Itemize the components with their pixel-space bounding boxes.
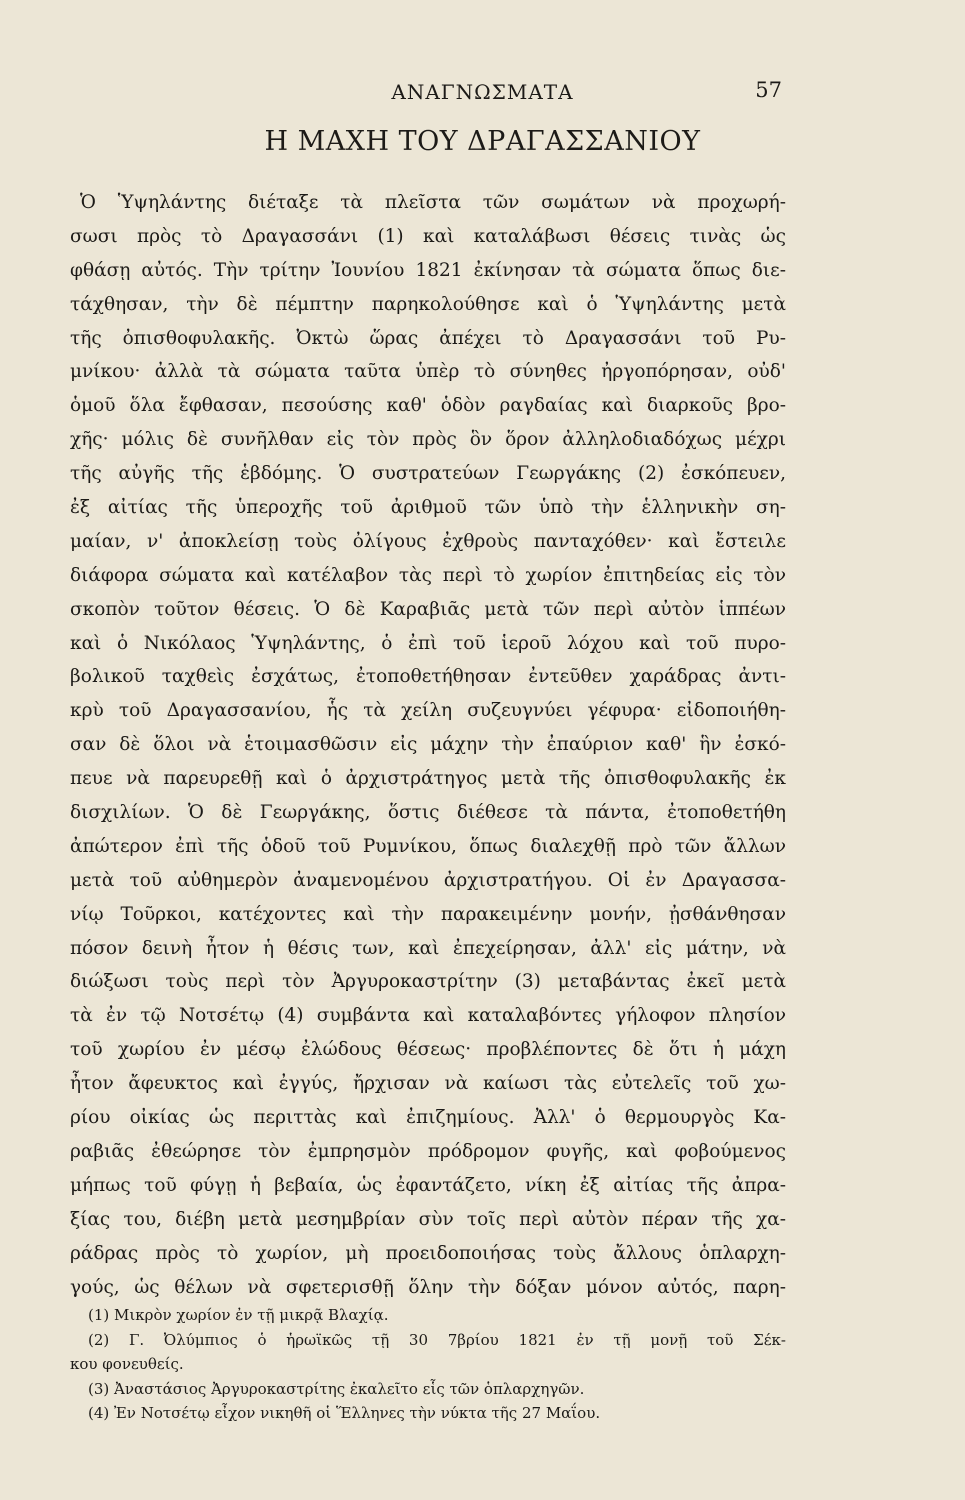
text-line: νίῳ Τοῦρκοι, κατέχοντες καὶ τὴν παρακειμένην μονήν, ᾐσθάνθησαν xyxy=(70,903,786,925)
text-line: τὰ ἐν τῷ Νοτσέτῳ (4) συμβάντα καὶ καταλαβόντες γήλοφον πλησίον xyxy=(70,1005,786,1027)
text-line: μνίκου· ἀλλὰ τὰ σώματα ταῦτα ὑπὲρ τὸ σύνηθες ἠργοπόρησαν, οὐδ' xyxy=(70,361,786,383)
text-line: ξίας του, διέβη μετὰ μεσημβρίαν σὺν τοῖς περὶ αὐτὸν πέραν τῆς χα- xyxy=(70,1208,786,1230)
text-line: τάχθησαν, τὴν δὲ πέμπτην παρηκολούθησε καὶ ὁ Ὑψηλάντης μετὰ xyxy=(70,293,786,315)
page-number: 57 xyxy=(755,78,782,102)
running-head: ΑΝΑΓΝΩΣΜΑΤΑ xyxy=(391,80,574,104)
text-line: σκοπὸν τοῦτον θέσεις. Ὁ δὲ Καραβιᾶς μετὰ τῶν περὶ αὐτὸν ἱππέων xyxy=(70,598,786,620)
text-line: σαν δὲ ὅλοι νὰ ἑτοιμασθῶσιν εἰς μάχην τὴν ἐπαύριον καθ' ἣν ἐσκό- xyxy=(70,734,786,756)
text-line: μετὰ τοῦ αὐθημερὸν ἀναμενομένου ἀρχιστρατήγου. Οἱ ἐν Δραγασσα- xyxy=(70,869,786,891)
text-line: ρίου οἰκίας ὡς περιττὰς καὶ ἐπιζημίους. Ἀλλ' ὁ θερμουργὸς Κα- xyxy=(70,1107,786,1129)
text-line: διώξωσι τοὺς περὶ τὸν Ἀργυροκαστρίτην (3) μεταβάντας ἐκεῖ μετὰ xyxy=(70,971,786,993)
text-line: Ὁ Ὑψηλάντης διέταξε τὰ πλεῖστα τῶν σωμάτων νὰ προχωρή- xyxy=(80,192,786,213)
text-line: τοῦ χωρίου ἐν μέσῳ ἐλώδους θέσεως· προβλέποντες δὲ ὅτι ἡ μάχη xyxy=(70,1039,786,1061)
text-line: μαίαν, ν' ἀποκλείσῃ τοὺς ὀλίγους ἐχθροὺς πανταχόθεν· καὶ ἔστειλε xyxy=(70,530,786,552)
text-line: χῆς· μόλις δὲ συνῆλθαν εἰς τὸν πρὸς ὃν ὅρον ἀλληλοδιαδόχως μέχρι xyxy=(70,429,786,451)
text-line: πόσον δεινὴ ἦτον ἡ θέσις των, καὶ ἐπεχείρησαν, ἀλλ' εἰς μάτην, νὰ xyxy=(70,937,786,959)
text-line: κρὺ τοῦ Δραγασσανίου, ἧς τὰ χείλη συζευγνύει γέφυρα· εἰδοποιήθη- xyxy=(70,700,786,722)
text-line: διάφορα σώματα καὶ κατέλαβον τὰς περὶ τὸ χωρίον ἐπιτηδείας εἰς τὸν xyxy=(70,564,786,586)
text-line: ἀπώτερον ἐπὶ τῆς ὁδοῦ τοῦ Ρυμνίκου, ὅπως διαλεχθῇ πρὸ τῶν ἄλλων xyxy=(70,835,786,857)
text-line: καὶ ὁ Νικόλαος Ὑψηλάντης, ὁ ἐπὶ τοῦ ἱεροῦ λόχου καὶ τοῦ πυρο- xyxy=(70,632,786,654)
text-line: πευε νὰ παρευρεθῇ καὶ ὁ ἀρχιστράτηγος μετὰ τῆς ὀπισθοφυλακῆς ἐκ xyxy=(70,768,786,790)
text-line: ὁμοῦ ὅλα ἔφθασαν, πεσούσης καθ' ὁδὸν ραγδαίας καὶ διαρκοῦς βρο- xyxy=(70,395,786,417)
text-line: τῆς αὐγῆς τῆς ἑβδόμης. Ὁ συστρατεύων Γεωργάκης (2) ἐσκόπευεν, xyxy=(70,463,786,485)
text-line: γούς, ὡς θέλων νὰ σφετερισθῇ ὅλην τὴν δόξαν μόνον αὐτός, παρη- xyxy=(70,1276,786,1298)
text-line: βολικοῦ ταχθεὶς ἐσχάτως, ἐτοποθετήθησαν ἐντεῦθεν χαράδρας ἀντι- xyxy=(70,666,786,688)
text-line: φθάσῃ αὐτός. Τὴν τρίτην Ἰουνίου 1821 ἐκίνησαν τὰ σώματα ὅπως διε- xyxy=(70,259,786,281)
body-text xyxy=(70,186,786,1304)
footnote-continuation: κου φονευθείς. xyxy=(70,1355,184,1373)
footnote: (3) Ἀναστάσιος Ἀργυροκαστρίτης ἐκαλεῖτο εἷς τῶν ὁπλαρχηγῶν. xyxy=(88,1379,585,1398)
text-line: δισχιλίων. Ὁ δὲ Γεωργάκης, ὅστις διέθεσε τὰ πάντα, ἐτοποθετήθη xyxy=(70,802,786,824)
footnotes xyxy=(70,1303,786,1426)
text-line: μήπως τοῦ φύγῃ ἡ βεβαία, ὡς ἐφαντάζετο, νίκη ἐξ αἰτίας τῆς ἀπρα- xyxy=(70,1174,786,1196)
footnote: (2) Γ. Ὀλύμπιος ὁ ἡρωϊκῶς τῇ 30 7βρίου 1821 ἐν τῇ μονῇ τοῦ Σέκ- xyxy=(88,1330,786,1349)
text-line: ἦτον ἄφευκτος καὶ ἐγγύς, ἤρχισαν νὰ καίωσι τὰς εὐτελεῖς τοῦ χω- xyxy=(70,1073,786,1095)
footnote: (1) Μικρὸν χωρίον ἐν τῇ μικρᾷ Βλαχίᾳ. xyxy=(88,1306,389,1324)
text-line: τῆς ὀπισθοφυλακῆς. Ὀκτὼ ὥρας ἀπέχει τὸ Δραγασσάνι τοῦ Ρυ- xyxy=(70,327,786,349)
text-line: ράδρας πρὸς τὸ χωρίον, μὴ προειδοποιήσας τοὺς ἄλλους ὁπλαρχη- xyxy=(70,1242,786,1264)
text-line: σωσι πρὸς τὸ Δραγασσάνι (1) καὶ καταλάβωσι θέσεις τινὰς ὡς xyxy=(70,225,786,247)
text-line: ἐξ αἰτίας τῆς ὑπεροχῆς τοῦ ἀριθμοῦ τῶν ὑπὸ τὴν ἑλληνικὴν ση- xyxy=(70,497,786,519)
chapter-title: Η ΜΑΧΗ ΤΟΥ ΔΡΑΓΑΣΣΑΝΙΟΥ xyxy=(264,126,701,157)
text-line: ραβιᾶς ἐθεώρησε τὸν ἐμπρησμὸν πρόδρομον φυγῆς, καὶ φοβούμενος xyxy=(70,1140,786,1162)
footnote: (4) Ἐν Νοτσέτῳ εἶχον νικηθῆ οἱ Ἕλληνες τὴν νύκτα τῆς 27 Μαΐου. xyxy=(88,1404,601,1422)
